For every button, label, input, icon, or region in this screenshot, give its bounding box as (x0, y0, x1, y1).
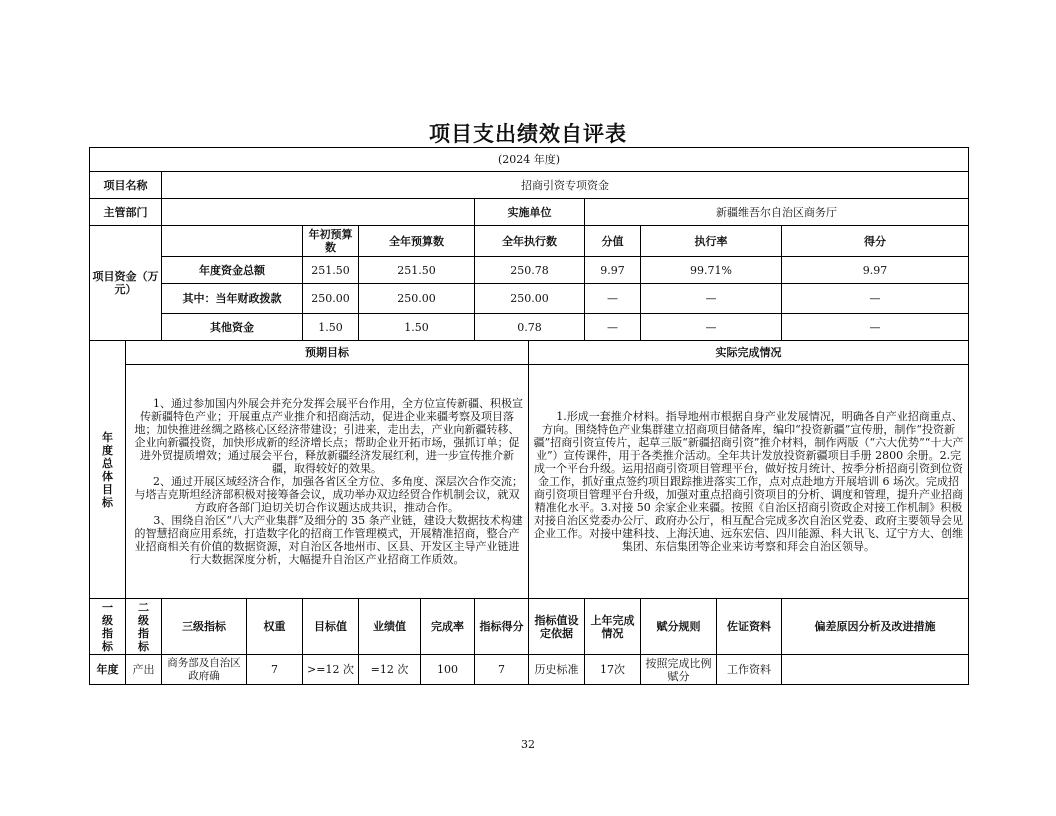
indicator-header-level1: 一 级 指 标 (90, 599, 126, 655)
funds-cell-init: 251.50 (303, 257, 359, 284)
funds-cell-init: 250.00 (303, 284, 359, 314)
performance-table (89, 147, 969, 685)
indicator-target: >=12 次 (303, 655, 359, 685)
expected-goal-header: 预期目标 (126, 341, 529, 365)
page-title: 项目支出绩效自评表 (429, 122, 627, 146)
indicator-weight: 7 (247, 655, 303, 685)
funds-cell-exec: 0.78 (475, 314, 585, 341)
indicator-row (90, 655, 969, 685)
funds-header-score-value: 分值 (585, 226, 641, 257)
indicator-header-level2: 二 级 指 标 (126, 599, 162, 655)
funds-cell-rate: — (641, 314, 782, 341)
annual-goal-side-label: 年 度 总 体 目 标 (90, 341, 126, 599)
indicator-side-label: 年度 (90, 655, 126, 685)
project-name-label: 项目名称 (90, 172, 162, 199)
funds-cell-score: — (782, 284, 969, 314)
funds-header-exec-rate: 执行率 (641, 226, 782, 257)
indicator-last-year: 17次 (585, 655, 641, 685)
funds-cell-value: — (585, 284, 641, 314)
funds-row-label: 年度资金总额 (162, 257, 303, 284)
indicator-header-actual: 业绩值 (359, 599, 421, 655)
funds-header-budget-init: 年初预算数 (303, 226, 359, 257)
funds-header-budget-year: 全年预算数 (359, 226, 475, 257)
indicator-header-score: 指标得分 (475, 599, 529, 655)
actual-completion-text: 1.形成一套推介材料。指导地州市根据自身产业发展情况，明确各自产业招商重点、方向。围绕特色产业集群建立招商项目储备库，编印“投资新疆”宣传册，制作“投资新疆”招商引资宣传片，起草三版“新疆招商引资”推介材料，制作两版（“六大优势”“十大产业”）宣传课件，用于各类推介活动。全年共计发放投资新疆项目手册 2800 余册。2.完成一个平台升级。运用招商引资项目管理平台，做好按月统计、按季分析招商引资到位资金工作，抓好重点签约项目跟踪推进落实工作，点对点赴地方开展培训 6 场次。完成招商引资项目管理平台升级，加强对重点招商引资项目的分析、调度和管理，提升产业招商精准化水平。3.对接 50 余家企业来疆。按照《自治区招商引资政企对接工作机制》积极对接自治区党委办公厅、政府办公厅，相互配合完成多次自治区党委、政府主要领导会见企业工作。对接中建科技、上海沃迪、远东宏信、四川能源、科大讯飞、辽宁方大、创维集团、东信集团等企业来访考察和拜会自治区领导。 (529, 365, 969, 599)
funds-cell-year: 251.50 (359, 257, 475, 284)
impl-value: 新疆维吾尔自治区商务厅 (585, 199, 969, 226)
funds-cell-value: — (585, 314, 641, 341)
indicator-header-row (90, 599, 969, 655)
funds-cell-init: 1.50 (303, 314, 359, 341)
funds-row-total (90, 257, 969, 284)
indicator-actual: =12 次 (359, 655, 421, 685)
funds-cell-year: 250.00 (359, 284, 475, 314)
indicator-rate: 100 (421, 655, 475, 685)
funds-cell-rate: — (641, 284, 782, 314)
indicator-level1: 产出 (126, 655, 162, 685)
funds-header-score: 得分 (782, 226, 969, 257)
dept-label: 主管部门 (90, 199, 162, 226)
indicator-rule: 按照完成比例赋分 (641, 655, 717, 685)
year-row: (2024 年度) (90, 148, 969, 172)
funds-cell-value: 9.97 (585, 257, 641, 284)
funds-row-label: 其中：当年财政拨款 (162, 284, 303, 314)
funds-cell-score: — (782, 314, 969, 341)
indicator-evidence: 工作资料 (717, 655, 782, 685)
funds-cell-score: 9.97 (782, 257, 969, 284)
page-number: 32 (521, 738, 535, 751)
funds-row-other (90, 314, 969, 341)
indicator-score: 7 (475, 655, 529, 685)
indicator-deviation (782, 655, 969, 685)
funds-header-exec-year: 全年执行数 (475, 226, 585, 257)
indicator-header-weight: 权重 (247, 599, 303, 655)
indicator-header-level3: 三级指标 (162, 599, 247, 655)
indicator-header-deviation: 偏差原因分析及改进措施 (782, 599, 969, 655)
indicator-header-basis: 指标值设定依据 (529, 599, 585, 655)
actual-completion-header: 实际完成情况 (529, 341, 969, 365)
indicator-basis: 历史标准 (529, 655, 585, 685)
funds-cell-rate: 99.71% (641, 257, 782, 284)
dept-value (162, 199, 475, 226)
indicator-header-last-year: 上年完成情况 (585, 599, 641, 655)
project-name-value: 招商引资专项资金 (162, 172, 969, 199)
indicator-header-target: 目标值 (303, 599, 359, 655)
funds-cell-exec: 250.78 (475, 257, 585, 284)
funds-cell-exec: 250.00 (475, 284, 585, 314)
indicator-header-rule: 赋分规则 (641, 599, 717, 655)
indicator-header-rate: 完成率 (421, 599, 475, 655)
indicator-header-evidence: 佐证资料 (717, 599, 782, 655)
funds-row-label: 其他资金 (162, 314, 303, 341)
expected-goal-text: 1、通过参加国内外展会并充分发挥会展平台作用，全方位宣传新疆、积极宣传新疆特色产业；开展重点产业推介和招商活动，促进企业来疆考察及项目落地；加快推进丝绸之路核心区经济带建设；引进来，走出去，产业向新疆转移、企业向新疆投资，加快形成新的经济增长点；帮助企业开拓市场，强抓订单；促进外贸提质增效；通过展会平台，释放新疆经济发展红利，进一步宣传推介新疆，取得较好的效果。 2、通过开展区域经济合作，加强各省区全方位、多角度、深层次合作交流；与塔吉克斯坦经济部积极对接筹备会议，成功举办双边经贸合作机制会议，就双方政府各部门迫切关切合作议题达成共识，推动合作。 3、围绕自治区“八大产业集群”及细分的 35 条产业链，建设大数据技术构建的智慧招商应用系统，打造数字化的招商工作管理模式，开展精准招商，整合产业招商相关有价值的数据资源，对自治区各地州市、区县、开发区主导产业链进行大数据深度分析，大幅提升自治区产业招商工作质效。 (126, 365, 529, 599)
funds-header-blank (162, 226, 303, 257)
funds-row-fiscal (90, 284, 969, 314)
funds-label: 项目资金（万元） (90, 226, 162, 341)
impl-label: 实施单位 (475, 199, 585, 226)
funds-cell-year: 1.50 (359, 314, 475, 341)
indicator-level3-desc: 商务部及自治区政府确 (162, 655, 247, 685)
